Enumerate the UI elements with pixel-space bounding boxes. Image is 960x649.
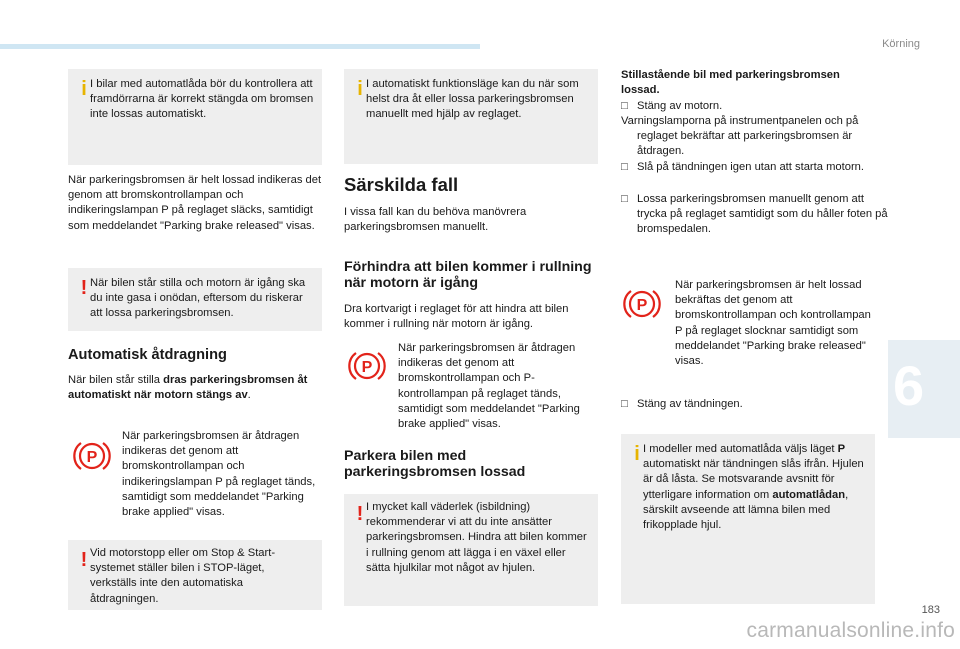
info-text: I automatiskt funktionsläge kan du när som helst dra åt eller lossa parkeringsbromsen manuellt med hjälp av reglaget. [366,78,579,121]
info-box [344,69,598,164]
parking-brake-icon [72,436,112,481]
warning-box [68,268,322,331]
icon-description: När parkeringsbromsen är åtdragen indikeras det genom att bromskontrollampan och indikeringslampan P på reglaget tänds, samtidigt som meddelandet "Parking brake applied" visas. [122,430,316,519]
checkbox-icon: □ [621,161,628,173]
parking-brake-icon [622,284,662,329]
warning-icon: ! [356,503,364,525]
subheading: Förhindra att bilen kommer i rullning när motorn är igång [344,259,592,291]
warning-text: I mycket kall väderlek (isbildning) rekommenderar vi att du inte ansätter parkeringsbromsen. Hindra att bilen kommer i rullning genom att lägga i en växel eller sätta hjulkilar mot något av hjulen. [366,501,587,574]
icon-description: När parkeringsbromsen är helt lossad bekräftas det genom att bromskontrollampan och kontrollampan P på reglaget slocknar samtidigt som meddelandet "Parking brake released" visas. [675,279,871,368]
warning-text: När bilen står stilla och motorn är igång ska du inte gasa i onödan, eftersom du riskerar att lossa parkeringsbromsen. [90,277,306,320]
step: □ Lossa parkeringsbromsen manuellt genom att trycka på reglaget samtidigt som du håller foten på bromspedalen. [621,193,888,236]
info-box [621,434,875,604]
warning-box [68,540,322,610]
warning-icon: ! [80,549,88,571]
icon-description: När parkeringsbromsen är åtdragen indikeras det genom att bromskontrollampan och P-kontrollampan på reglaget tänds, samtidigt som meddelandet "Parking brake applied" visas. [398,342,580,431]
paragraph: I vissa fall kan du behöva manövrera parkeringsbromsen manuellt. [344,206,527,234]
svg-text:P: P [86,449,98,466]
info-text: I bilar med automatlåda bör du kontrollera att framdörrarna är korrekt stängda om bromsen inte lossas automatiskt. [90,78,314,121]
step: □ Stäng av tändningen. [621,397,891,412]
section-heading: Särskilda fall [344,174,459,195]
paragraph: Varningslamporna på instrumentpanelen och på reglaget bekräftar att parkeringsbromsen är åtdragen. [621,115,859,158]
checkbox-icon: □ [621,193,628,205]
warning-box [344,494,598,606]
checkbox-icon: □ [621,398,628,410]
info-text: I modeller med automatlåda väljs läget P automatiskt när tändningen slås ifrån. Hjulen är då låsta. Se motsvarande avsnitt för ytterligare information om automatlådan, särskilt avseende att lämna bilen med frikopplade hjul. [643,443,864,532]
info-icon: i [81,78,87,100]
section-heading: Automatisk åtdragning [68,347,227,363]
info-icon: i [634,443,640,465]
paragraph: Dra kortvarigt i reglaget för att hindra att bilen kommer i rullning när motorn är igång. [344,303,569,331]
header-accent-bar [0,44,480,49]
paragraph: När parkeringsbromsen är helt lossad indikeras det genom att bromskontrollampan och indikeringslampan P på reglaget släcks, samtidigt som meddelandet "Parking brake released" visas. [68,174,322,232]
watermark: carmanualsonline.info [746,619,955,642]
procedure-title: Stillastående bil med parkeringsbromsen lossad. [621,69,840,97]
info-icon: i [357,78,363,100]
chapter-number: 6 [893,354,925,417]
step: □ Slå på tändningen igen utan att starta motorn. [621,160,891,175]
svg-text:P: P [636,297,648,314]
step: □ Stäng av motorn. [621,99,891,114]
subheading: Parkera bilen med parkeringsbromsen lossad [344,448,526,480]
checkbox-icon: □ [621,100,628,112]
warning-text: Vid motorstopp eller om Stop & Start-systemet ställer bilen i STOP-läget, verkställs inte den automatiska åtdragningen. [90,547,276,605]
section-title: Körning [882,38,920,50]
paragraph: När bilen står stilla dras parkeringsbromsen åt automatiskt när motorn stängs av. [68,374,308,402]
info-box [68,69,322,165]
svg-text:P: P [361,359,373,376]
warning-icon: ! [80,277,88,299]
parking-brake-icon [347,346,387,391]
page-number: 183 [921,604,940,616]
